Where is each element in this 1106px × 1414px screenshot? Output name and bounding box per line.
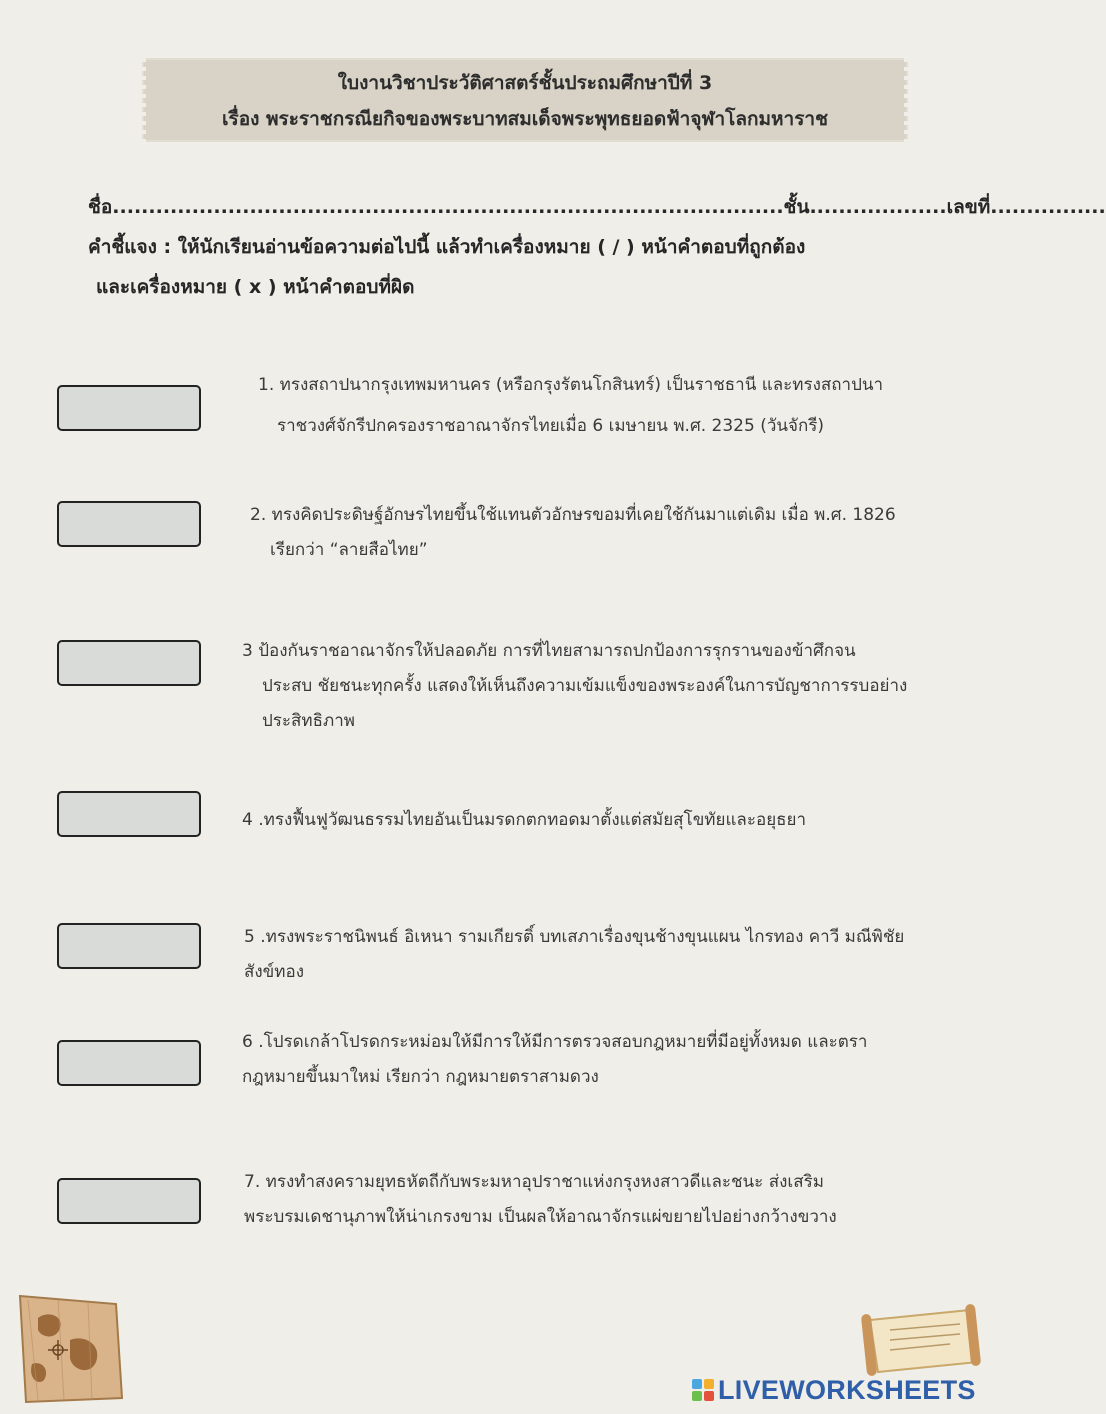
answer-box-3[interactable] [57,640,201,686]
question-3-line-1: 3 ป้องกันราชอาณาจักรให้ปลอดภัย การที่ไทยสามารถปกป้องการรุกรานของข้าศึกจน [242,641,856,661]
question-1-line-1: 1. ทรงสถาปนากรุงเทพมหานคร (หรือกรุงรัตนโกสินทร์) เป็นราชธานี และทรงสถาปนา [258,375,884,395]
scroll-icon [850,1300,990,1380]
question-4-line-1: 4 .ทรงฟื้นฟูวัฒนธรรมไทยอันเป็นมรดกตกทอดมาตั้งแต่สมัยสุโขทัยและอยุธยา [242,810,807,830]
treasure-map-icon [8,1290,128,1408]
liveworksheets-brand [692,1374,976,1406]
answer-box-7[interactable] [57,1178,201,1224]
question-5-line-2: สังข์ทอง [244,962,305,982]
answer-box-5[interactable] [57,923,201,969]
question-5-line-1: 5 .ทรงพระราชนิพนธ์ อิเหนา รามเกียรติ์ บทเสภาเรื่องขุนช้างขุนแผน ไกรทอง คาวี มณีพิชัย [244,927,905,947]
answer-box-2[interactable] [57,501,201,547]
question-3-line-3: ประสิทธิภาพ [262,711,355,731]
answer-box-1[interactable] [57,385,201,431]
question-6-line-2: กฎหมายขึ้นมาใหม่ เรียกว่า กฎหมายตราสามดวง [242,1067,599,1087]
question-7-line-1: 7. ทรงทำสงครามยุทธหัตถีกับพระมหาอุปราชาแห่งกรุงหงสาวดีและชนะ ส่งเสริม [244,1172,824,1192]
question-3-line-2: ประสบ ชัยชนะทุกครั้ง แสดงให้เห็นถึงความเข้มแข็งของพระองค์ในการบัญชาการรบอย่าง [262,676,908,696]
worksheet-title: ใบงานวิชาประวัติศาสตร์ชั้นประถมศึกษาปีที่ 3 [337,72,713,94]
question-7-line-2: พระบรมเดชานุภาพให้น่าเกรงขาม เป็นผลให้อาณาจักรแผ่ขยายไปอย่างกว้างขวาง [244,1207,837,1227]
worksheet-subtitle: เรื่อง พระราชกรณียกิจของพระบาทสมเด็จพระพุทธยอดฟ้าจุฬาโลกมหาราช [222,108,828,130]
liveworksheets-logo-icon [692,1379,714,1401]
question-2-line-2: เรียกว่า “ลายสือไทย” [270,540,428,560]
answer-box-6[interactable] [57,1040,201,1086]
title-banner [142,58,908,142]
question-1-line-2: ราชวงศ์จักรีปกครองราชอาณาจักรไทยเมื่อ 6 เมษายน พ.ศ. 2325 (วันจักรี) [277,416,825,436]
student-info-line: ชื่อ.............................................................................................ชั้น...................เลขที่................ [88,196,1106,218]
brand-text: LIVEWORKSHEETS [718,1374,976,1405]
instructions-line-1: คำชี้แจง : ให้นักเรียนอ่านข้อความต่อไปนี้ แล้วทำเครื่องหมาย ( / ) หน้าคำตอบที่ถูกต้อง [88,236,806,258]
question-6-line-1: 6 .โปรดเกล้าโปรดกระหม่อมให้มีการให้มีการตรวจสอบกฎหมายที่มีอยู่ทั้งหมด และตรา [242,1032,868,1052]
instructions-line-2: และเครื่องหมาย ( x ) หน้าคำตอบที่ผิด [96,276,415,298]
answer-box-4[interactable] [57,791,201,837]
question-2-line-1: 2. ทรงคิดประดิษฐ์อักษรไทยขึ้นใช้แทนตัวอักษรขอมที่เคยใช้กันมาแต่เดิม เมื่อ พ.ศ. 1826 [250,505,896,525]
